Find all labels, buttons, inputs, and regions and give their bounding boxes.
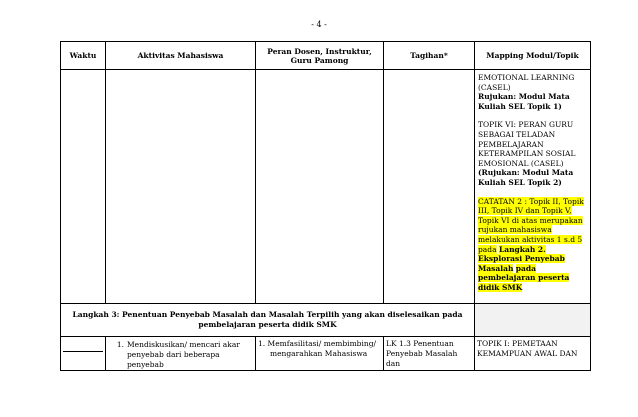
list-number: 1. [116, 340, 124, 350]
col-aktivitas: Aktivitas Mahasiswa [106, 42, 256, 70]
blank-line [63, 351, 103, 352]
page-number: - 4 - [311, 20, 327, 29]
cell-waktu-empty [61, 70, 106, 304]
mapping-note [478, 197, 588, 293]
cell-tagihan [384, 337, 475, 371]
note-step: Langkah 2. Eksplorasi Penyebab Masalah [478, 244, 565, 273]
table-header-row [61, 42, 591, 70]
mapping-reference: (Rujukan: Modul Mata Kuliah SEL Topik 2) [478, 168, 574, 187]
list-text: mengarahkan Mahasiswa [270, 349, 368, 359]
step-row [61, 304, 591, 337]
cell-aktivitas-empty [106, 70, 256, 304]
list-text: Memfasilitasi/ membimbing/ [267, 339, 377, 349]
list-number: 1. [258, 339, 266, 349]
tagihan-text: Penyebab Masalah dan [386, 349, 458, 369]
col-mapping: Mapping Modul/Topik [475, 42, 591, 70]
mapping-reference: Rujukan: Modul Mata Kuliah SEL Topik 1) [478, 92, 570, 111]
note-step-detail: pada pembelajaran peserta didik SMK [478, 263, 570, 292]
mapping-text: TOPIK VI: PERAN GURU SEBAGAI TELADAN PEMBELAJARAN KETERAMPILAN SOSIAL EMOSIONAL (CASEL) [478, 120, 576, 168]
cell-peran [256, 337, 384, 371]
list-text: penyebab dari beberapa penyebab [127, 350, 220, 370]
step-blank-cell [475, 304, 591, 337]
mapping-block-2 [478, 120, 588, 187]
mapping-text: TOPIK I: PEMETAAN [477, 339, 558, 349]
cell-mapping [475, 70, 591, 304]
cell-tagihan-empty [384, 70, 475, 304]
list-text: Mendiskusikan/ mencari akar [127, 340, 240, 350]
note-text: CATATAN 2 : Topik II, Topik III, Topik IV dan Topik V, Topik VI di atas merupakan rujukan mahasiswa melakukan aktivitas 1 s.d 5 pada [478, 196, 584, 254]
tagihan-text: LK 1.3 Penentuan [386, 339, 454, 349]
mapping-text: KEMAMPUAN AWAL DAN [477, 349, 578, 359]
activity-table [60, 41, 591, 371]
mapping-text: EMOTIONAL LEARNING (CASEL) [478, 73, 575, 92]
step-3-title: Langkah 3: Penentuan Penyebab Masalah dan Masalah Terpilih yang akan diselesaikan pada pembelajaran peserta didik SMK [61, 304, 475, 337]
cell-peran-empty [256, 70, 384, 304]
col-tagihan: Tagihan* [384, 42, 475, 70]
cell-mapping-bottom [475, 337, 591, 371]
table-row [61, 70, 591, 304]
mapping-block-1 [478, 73, 588, 111]
col-waktu: Waktu [61, 42, 106, 70]
table-row [61, 337, 591, 371]
cell-aktivitas [106, 337, 256, 371]
cell-waktu-blank [61, 337, 106, 371]
col-peran: Peran Dosen, Instruktur, Guru Pamong [256, 42, 384, 70]
